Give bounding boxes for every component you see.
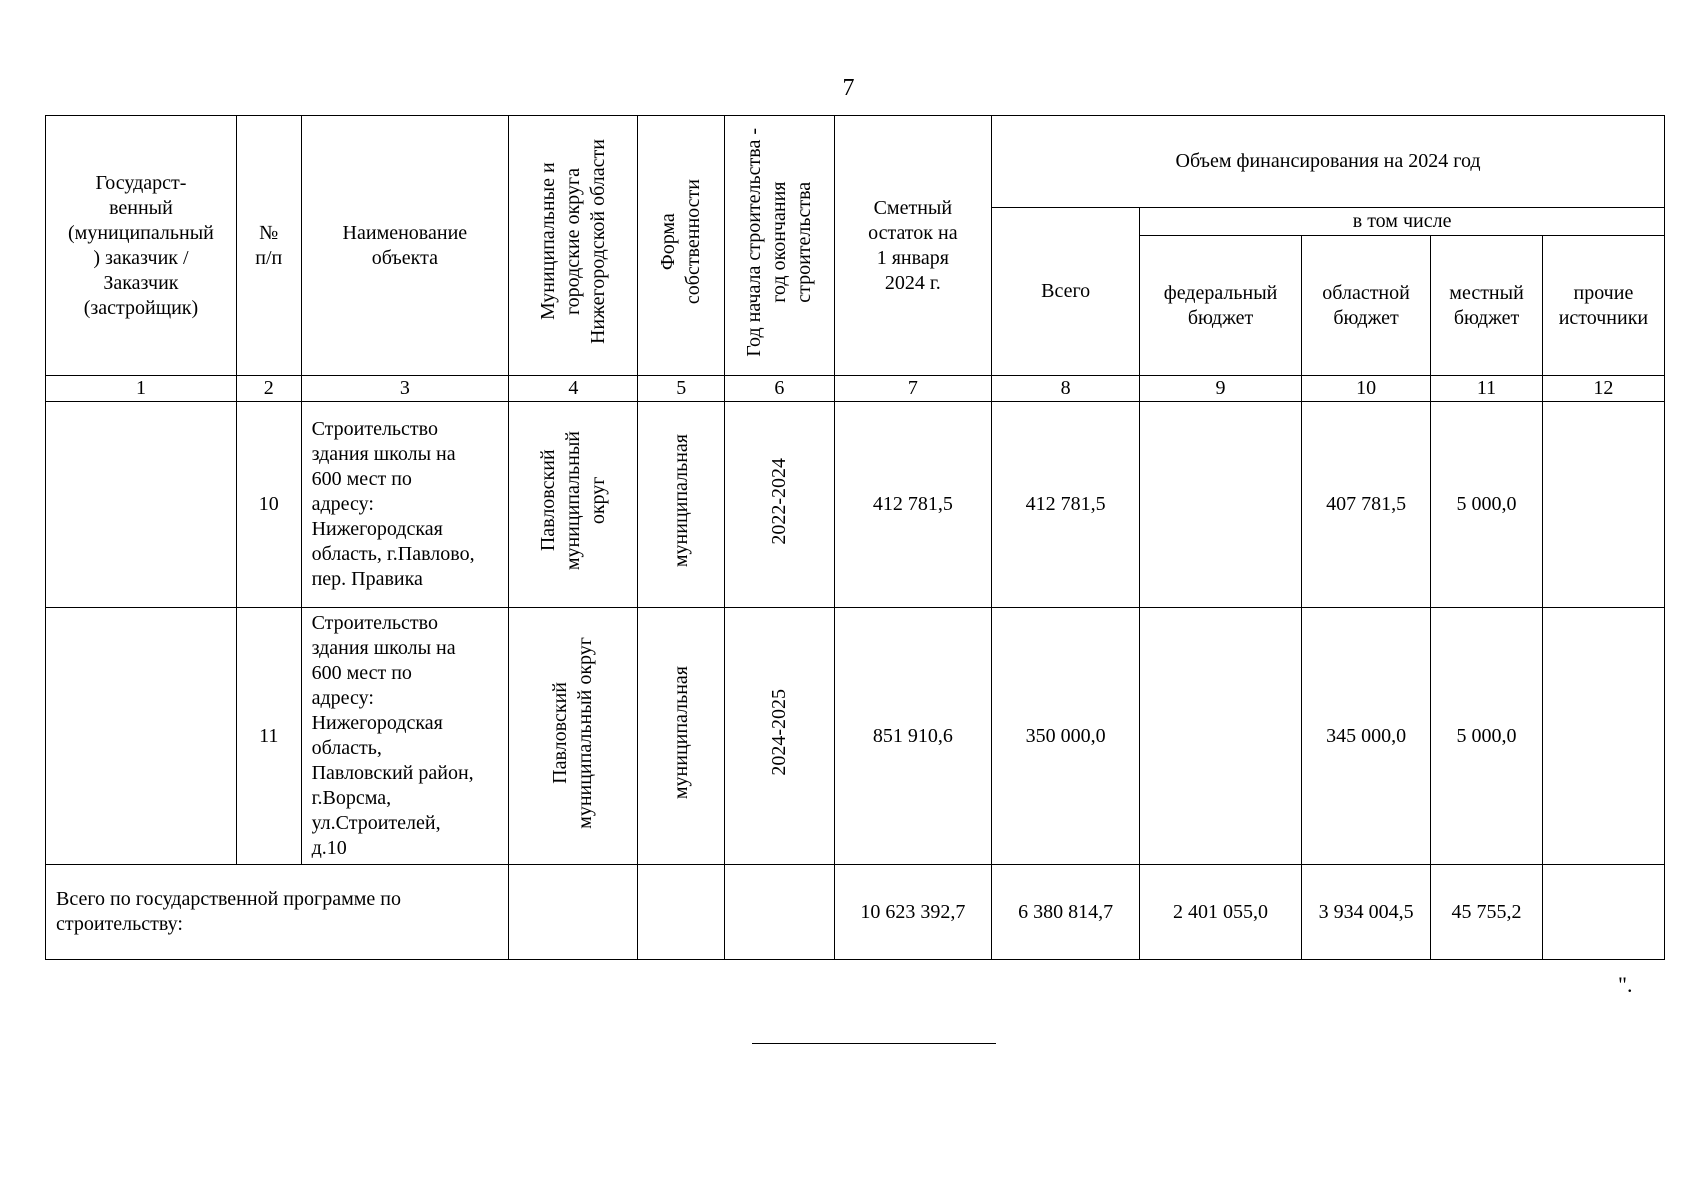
column-number: 6 [725,376,835,402]
cell-empty [638,865,725,960]
cell-years: 2022-2024 [725,402,835,608]
cell-customer [46,402,237,608]
header-federal: федеральный бюджет [1140,236,1302,376]
totals-estimate-remainder: 10 623 392,7 [834,865,992,960]
header-customer: Государст- венный (муниципальный ) заказчик / Заказчик (застройщик) [46,116,237,376]
column-number: 1 [46,376,237,402]
header-municipality: Муниципальные и городские округа Нижегородской области [509,116,638,376]
cell-estimate-remainder: 412 781,5 [834,402,992,608]
cell-federal [1140,402,1302,608]
cell-customer [46,608,237,865]
cell-total: 412 781,5 [992,402,1140,608]
cell-municipality: Павловский муниципальный округ [509,608,638,865]
cell-empty [509,865,638,960]
cell-estimate-remainder: 851 910,6 [834,608,992,865]
cell-other [1542,402,1664,608]
cell-ownership: муниципальная [638,402,725,608]
header-ownership: Форма собственности [638,116,725,376]
column-number: 12 [1542,376,1664,402]
table-row [46,608,1665,865]
column-number: 8 [992,376,1140,402]
totals-total: 6 380 814,7 [992,865,1140,960]
column-number: 7 [834,376,992,402]
header-num: № п/п [236,116,301,376]
cell-regional: 345 000,0 [1301,608,1430,865]
cell-ownership: муниципальная [638,608,725,865]
column-numbers-row [46,376,1665,402]
header-including: в том числе [1140,208,1665,236]
cell-total: 350 000,0 [992,608,1140,865]
column-number: 3 [301,376,509,402]
column-number: 5 [638,376,725,402]
header-object-name: Наименование объекта [301,116,509,376]
page-number: 7 [842,75,855,101]
header-row-1 [46,116,1665,208]
end-divider [752,1043,996,1044]
totals-row [46,865,1665,960]
closing-quote: ". [1618,972,1633,997]
construction-funding-table [45,115,1665,960]
cell-local: 5 000,0 [1431,402,1543,608]
header-local: местный бюджет [1431,236,1543,376]
column-number: 10 [1301,376,1430,402]
column-number: 2 [236,376,301,402]
totals-other [1542,865,1664,960]
cell-years: 2024-2025 [725,608,835,865]
header-estimate-remainder: Сметный остаток на 1 января 2024 г. [834,116,992,376]
cell-num: 10 [236,402,301,608]
cell-municipality: Павловский муниципальный округ [509,402,638,608]
totals-label: Всего по государственной программе по строительству: [46,865,509,960]
cell-num: 11 [236,608,301,865]
header-total: Всего [992,208,1140,376]
totals-local: 45 755,2 [1431,865,1543,960]
column-number: 4 [509,376,638,402]
header-other: прочие источники [1542,236,1664,376]
column-number: 9 [1140,376,1302,402]
header-years: Год начала строительства - год окончания строительства [725,116,835,376]
cell-object-name: Строительство здания школы на 600 мест по адресу: Нижегородская область, г.Павлово, пер. Правика [301,402,509,608]
table-row [46,402,1665,608]
cell-other [1542,608,1664,865]
cell-empty [725,865,835,960]
cell-federal [1140,608,1302,865]
totals-federal: 2 401 055,0 [1140,865,1302,960]
header-funding-volume: Объем финансирования на 2024 год [992,116,1665,208]
cell-regional: 407 781,5 [1301,402,1430,608]
header-regional: областной бюджет [1301,236,1430,376]
column-number: 11 [1431,376,1543,402]
cell-local: 5 000,0 [1431,608,1543,865]
cell-object-name: Строительство здания школы на 600 мест по адресу: Нижегородская область, Павловский район, г.Ворсма, ул.Строителей, д.10 [301,608,509,865]
totals-regional: 3 934 004,5 [1301,865,1430,960]
